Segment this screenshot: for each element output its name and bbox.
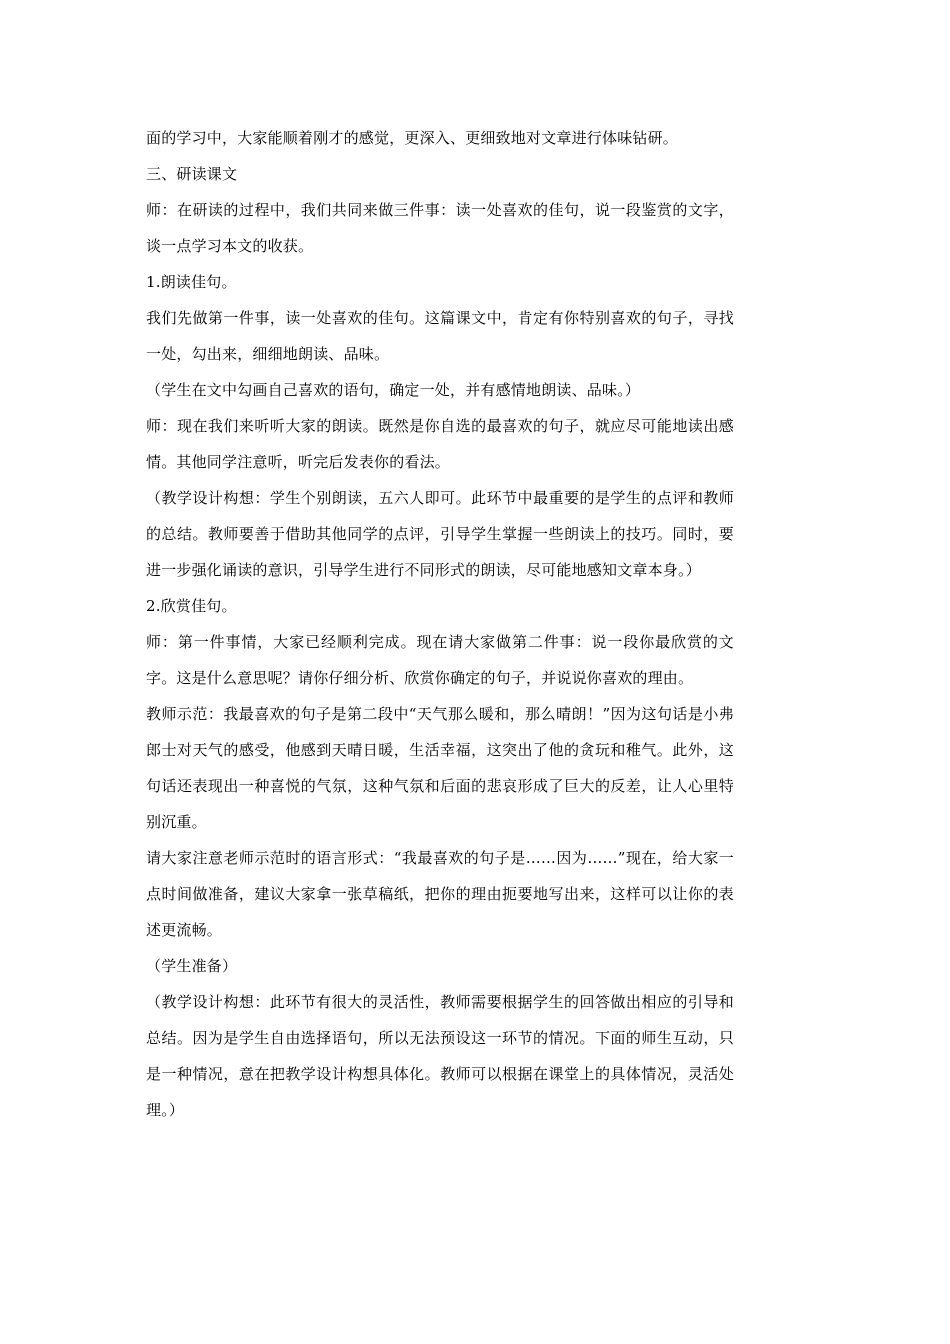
paragraph-teacher-listen: 师：现在我们来听听大家的朗读。既然是你自选的最喜欢的句子，就应尽可能地读出感情。其他同学注意听，听完后发表你的看法。 [146,417,734,471]
paragraph-design-note-2: （教学设计构想：此环节有很大的灵活性，教师需要根据学生的回答做出相应的引导和总结。因为是学生自由选择语句，所以无法预设这一环节的情况。下面的师生互动，只是一种情况，意在把教学设计构想具体化。教师可以根据在课堂上的具体情况，灵活处理。） [146,993,734,1119]
paragraph-continuation: 面的学习中，大家能顺着刚才的感觉，更深入、更细致地对文章进行体味钻研。 [146,129,679,147]
paragraph-student-prepare: （学生准备） [146,957,238,975]
paragraph-first-task: 我们先做第一件事，读一处喜欢的佳句。这篇课文中，肯定有你特别喜欢的句子，寻找一处，勾出来，细细地朗读、品味。 [146,309,734,363]
paragraph-design-note-1: （教学设计构想：学生个别朗读，五六人即可。此环节中最重要的是学生的点评和教师的总结。教师要善于借助其他同学的点评，引导学生掌握一些朗读上的技巧。同时，要进一步强化诵读的意识，引导学生进行不同形式的朗读，尽可能地感知文章本身。） [146,489,734,579]
paragraph-language-form: 请大家注意老师示范时的语言形式：“我最喜欢的句子是……因为……”现在，给大家一点时间做准备，建议大家拿一张草稿纸，把你的理由扼要地写出来，这样可以让你的表述更流畅。 [146,849,734,939]
subheading-appreciate-sentences: 2.欣赏佳句。 [146,597,237,615]
subheading-read-sentences: 1.朗读佳句。 [146,273,237,291]
paragraph-second-task: 师：第一件事情，大家已经顺利完成。现在请大家做第二件事：说一段你最欣赏的文字。这是什么意思呢？请你仔细分析、欣赏你确定的句子，并说说你喜欢的理由。 [146,633,734,687]
paragraph-teacher-demo: 教师示范：我最喜欢的句子是第二段中“天气那么暖和，那么晴朗！”因为这句话是小弗郎士对天气的感受，他感到天晴日暖，生活幸福，这突出了他的贪玩和稚气。此外，这句话还表现出一种喜悦的气氛，这种气氛和后面的悲哀形成了巨大的反差，让人心里特别沉重。 [146,705,734,831]
paragraph-teacher-intro: 师：在研读的过程中，我们共同来做三件事：读一处喜欢的佳句，说一段鉴赏的文字，谈一点学习本文的收获。 [146,201,734,255]
paragraph-student-activity: （学生在文中勾画自己喜欢的语句，确定一处，并有感情地朗读、品味。） [146,381,641,399]
section-heading: 三、研读课文 [146,165,238,183]
document-body [146,120,734,1128]
